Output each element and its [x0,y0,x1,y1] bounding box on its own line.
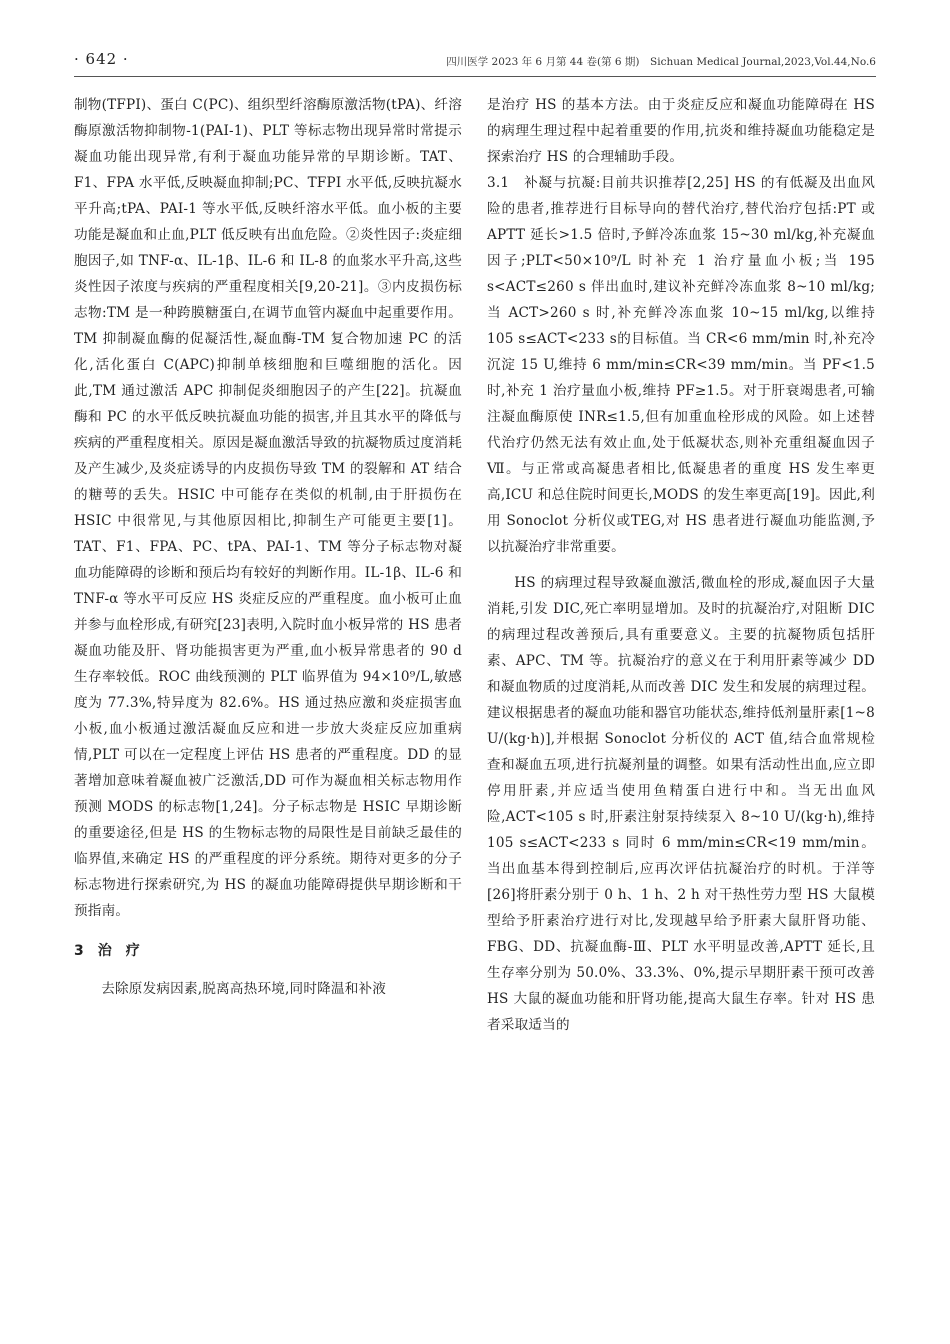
body-paragraph: HS 的病理过程导致凝血激活,微血栓的形成,凝血因子大量消耗,引发 DIC,死亡率明显增加。及时的抗凝治疗,对阻断 DIC 的病理过程改善预后,具有重要意义。主要的抗凝物质包括肝素、APC、TM 等。抗凝治疗的意义在于利用肝素等减少 DD 和凝血物质的过度消耗,从而改善 DIC 发生和发展的病理过程。建议根据患者的凝血功能和器官功能状态,维持低剂量肝素[1~8 U/(kg·h)],并根据 Sonoclot 分析仪的 ACT 值,结合血常规检查和凝血五项,进行抗凝剂量的调整。如果有活动性出血,应立即停用肝素,并应适当使用鱼精蛋白进行中和。当无出血风险,ACT<105 s 时,肝素注射泵持续泵入 8~10 U/(kg·h),维持 105 s≤ACT<233 s 同时 6 mm/min≤CR<19 mm/min。当出血基本得到控制后,应再次评估抗凝治疗的时机。于洋等[26]将肝素分别于 0 h、1 h、2 h 对干热性劳力型 HS 大鼠模型给予肝素治疗进行对比,发现越早给予肝素大鼠肝肾功能、FBG、DD、抗凝血酶-Ⅲ、PLT 水平明显改善,APTT 延长,且生存率分别为 50.0%、33.3%、0%,提示早期肝素干预可改善 HS 大鼠的凝血功能和肝肾功能,提高大鼠生存率。针对 HS 患者采取适当的 [487,575,875,1033]
header-rule [74,76,876,77]
subsection-paragraph: 3.1 补凝与抗凝:目前共识推荐[2,25] HS 的有低凝及出血风险的患者,推荐进行目标导向的替代治疗,替代治疗包括:PT 或 APTT 延长>1.5 倍时,予鲜冷冻血浆 15~30 ml/kg,补充凝血因子;PLT<50×10⁹/L 时补充 1 治疗量血小板;当 195 s<ACT≤260 s 伴出血时,建议补充鲜冷冻血浆 8~10 ml/kg;当 ACT>260 s 时,补充鲜冷冻血浆 10~15 ml/kg,以维持 105 s≤ACT<233 s的目标值。当 CR<6 mm/min 时,补充冷沉淀 15 U,维持 6 mm/min≤CR<39 mm/min。当 PF<1.5 时,补充 1 治疗量血小板,维持 PF≥1.5。对于肝衰竭患者,可输注凝血酶原使 INR≤1.5,但有加重血栓形成的风险。如上述替代治疗仍然无法有效止血,处于低凝状态,则补充重组凝血因子Ⅶ。与正常或高凝患者相比,低凝患者的重度 HS 发生率更高,ICU 和总住院时间更长,MODS 的发生率更高[19]。因此,利用 Sonoclot 分析仪或TEG,对 HS 患者进行凝血功能监测,予以抗凝治疗非常重要。 [487,175,875,555]
section-number: 3 [74,943,84,959]
page-number: · 642 · [74,50,129,68]
body-paragraph: 制物(TFPI)、蛋白 C(PC)、组织型纤溶酶原激活物(tPA)、纤溶酶原激活物抑制物-1(PAI-1)、PLT 等标志物出现异常时常提示凝血功能出现异常,有利于凝血功能异常的早期诊断。TAT、F1、FPA 水平低,反映凝血抑制;PC、TFPI 水平低,反映抗凝水平升高;tPA、PAI-1 等水平低,反映纤溶水平低。血小板的主要功能是凝血和止血,PLT 低反映有出血危险。②炎性因子:炎症细胞因子,如 TNF-α、IL-1β、IL-6 和 IL-8 的血浆水平升高,这些炎性因子浓度与疾病的严重程度相关[9,20-21]。③内皮损伤标志物:TM 是一种跨膜糖蛋白,在调节血管内凝血中起重要作用。TM 抑制凝血酶的促凝活性,凝血酶-TM 复合物加速 PC 的活化,活化蛋白 C(APC)抑制单核细胞和巨噬细胞的活化。因此,TM 通过激活 APC 抑制促炎细胞因子的产生[22]。抗凝血酶和 PC 的水平低反映抗凝血功能的损害,并且其水平的降低与疾病的严重程度相关。原因是凝血激活导致的抗凝物质过度消耗及产生减少,及炎症诱导的内皮损伤导致 TM 的裂解和 AT 结合的糖萼的丢失。HSIC 中可能存在类似的机制,由于肝损伤在 HSIC 中很常见,与其他原因相比,抑制生产可能更主要[1]。TAT、F1、FPA、PC、tPA、PAI-1、TM 等分子标志物对凝血功能障碍的诊断和预后均有较好的判断作用。IL-1β、IL-6 和 TNF-α 等水平可反应 HS 炎症反应的严重程度。血小板可止血并参与血栓形成,有研究[23]表明,入院时血小板异常的 HS 患者凝血功能及肝、肾功能损害更为严重,血小板异常患者的 90 d 生存率较低。ROC 曲线预测的 PLT 临界值为 94×10⁹/L,敏感度为 77.3%,特异度为 82.6%。HS 通过热应激和炎症损害血小板,血小板通过激活凝血反应和进一步放大炎症反应加重病情,PLT 可以在一定程度上评估 HS 患者的严重程度。DD 的显著增加意味着凝血被广泛激活,DD 可作为凝血相关标志物用作预测 MODS 的标志物[1,24]。分子标志物是 HSIC 早期诊断的重要途径,但是 HS 的生物标志物的局限性是目前缺乏最佳的临界值,来确定 HS 的严重程度的评分系统。期待对更多的分子标志物进行探索研究,为 HS 的凝血功能障碍提供早期诊断和干预指南。 [74,97,462,919]
body-paragraph: 去除原发病因素,脱离高热环境,同时降温和补液 [101,981,387,997]
paragraph-spacer [487,560,875,570]
running-header: 四川医学 2023 年 6 月第 44 卷(第 6 期) Sichuan Medical Journal,2023,Vol.44,No.6 [446,56,876,68]
section-title-char: 疗 [125,943,140,959]
right-column [487,92,875,1038]
left-column [74,92,462,1002]
section-heading [74,938,462,964]
body-paragraph: 是治疗 HS 的基本方法。由于炎症反应和凝血功能障碍在 HS 的病理生理过程中起着重要的作用,抗炎和维持凝血功能稳定是探索治疗 HS 的合理辅助手段。 [487,97,875,165]
section-title-char: 治 [97,943,112,959]
